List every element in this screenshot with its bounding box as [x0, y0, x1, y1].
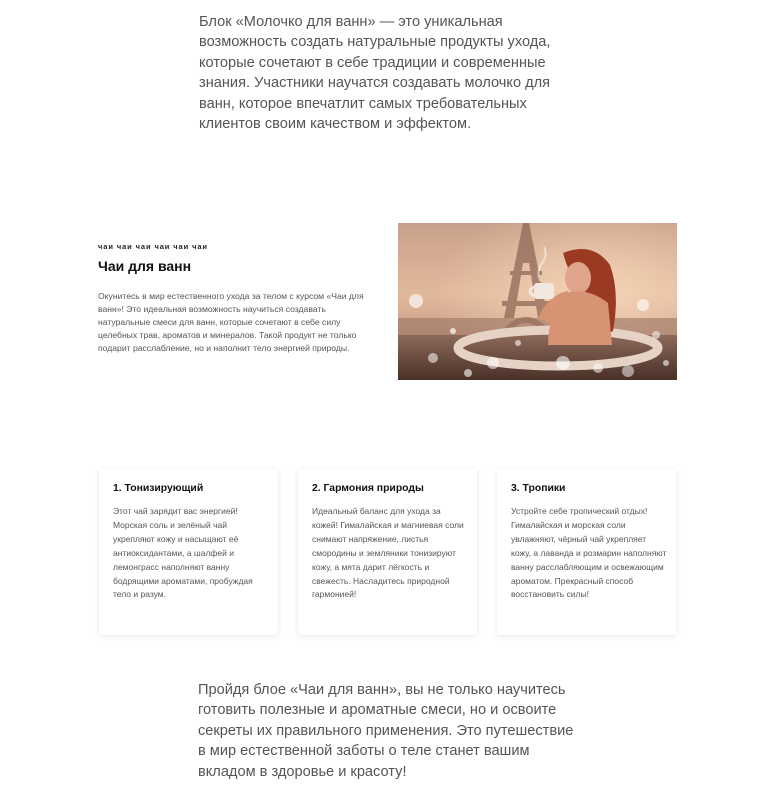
hero-image: [398, 223, 677, 380]
intro-paragraph: Блок «Молочко для ванн» — это уникальная возможность создать натуральные продукты ухода, которые сочетают в себе традиции и современные знания. Участники научатся создавать молочко для ванн, которое впечатлит самых требовательных клиентов своим качеством и эффектом.: [199, 14, 551, 133]
feature-card: [298, 469, 477, 635]
feature-card: [99, 469, 278, 635]
bath-tea-photo: [398, 223, 677, 380]
section-title: Чаи для ванн: [98, 258, 192, 274]
card-text: Идеальный баланс для ухода за кожей! Гималайская и магниевая соли снимают напряжение, листья смородины и земляники тонизируют кожу, а мята дарит лёгкость и свежесть. Насладитесь природной гармонией!: [312, 506, 464, 600]
card-title: 1. Тонизирующий: [113, 483, 204, 494]
card-text: Устройте себе тропический отдых! Гималайская и морская соли увлажняют, чёрный чай укрепляет кожу, а лаванда и розмарин наполняют ванну расслабляющим и освежающим ароматом. Прекрасный способ восстановить силы!: [511, 506, 667, 600]
card-title: 2. Гармония природы: [312, 483, 424, 494]
card-title: 3. Тропики: [511, 483, 566, 494]
section-description: Окунитесь в мир естественного ухода за телом с курсом «Чаи для ванн»! Это идеальная возможность научиться создавать натуральные смеси для ванн, которые сочетают в себе силу целебных трав, ароматов и минералов. Такой продукт не только подарит расслабление, но и наполнит тело энергией природы.: [98, 291, 364, 353]
feature-card: [497, 469, 676, 635]
outro-paragraph: Пройдя блое «Чаи для ванн», вы не только научитесь готовить полезные и ароматные смеси, но и освоите секреты их правильного применения. Это путешествие в мир естественной заботы о теле станет вашим вкладом в здоровье и красоту!: [198, 682, 574, 780]
card-text: Этот чай зарядит вас энергией! Морская соль и зелёный чай укрепляют кожу и насыщают её антиоксидантами, а шалфей и лемонграсс наполняют ванну бодрящими ароматами, пробуждая тело и разум.: [113, 506, 253, 600]
section-eyebrow: чаи чаи чаи чаи чаи чаи: [98, 242, 208, 251]
